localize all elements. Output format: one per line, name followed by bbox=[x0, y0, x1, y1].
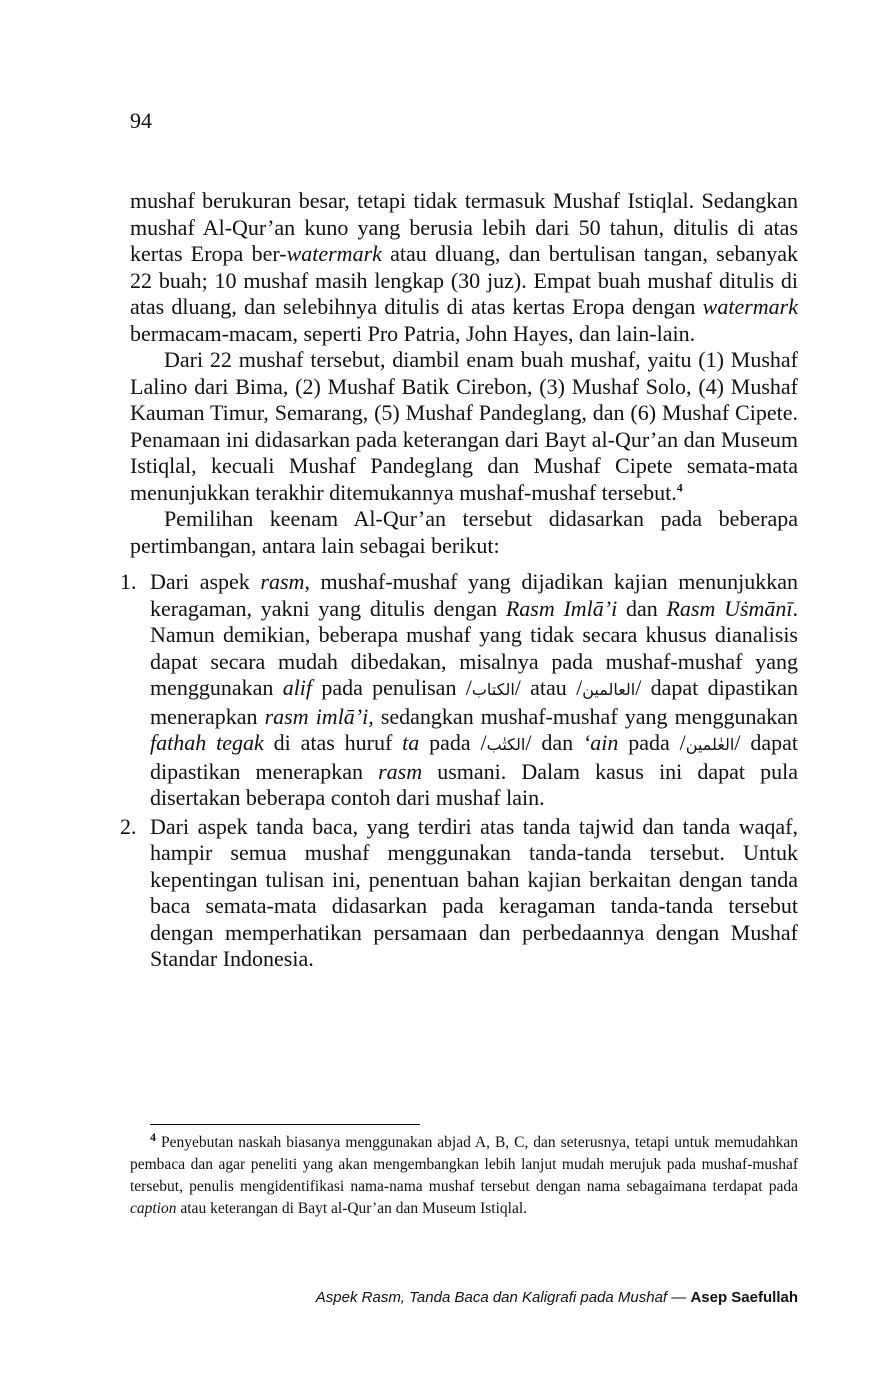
list-item-1-text: sedangkan mushaf-mushaf yang menggunakan bbox=[373, 703, 798, 729]
footnote-term-caption: caption bbox=[130, 1200, 177, 1217]
paragraph-1-part-c: bermacam-macam, seperti Pro Patria, John Hayes, dan lain-lain. bbox=[130, 320, 696, 346]
list-item-1-text: pada / bbox=[618, 730, 686, 755]
list-item-1-text: / atau / bbox=[514, 675, 583, 700]
list-item-1-text: dan bbox=[617, 595, 667, 621]
footer-separator: — bbox=[667, 1289, 691, 1306]
list-item-1-text: usmani. Dalam kasus ini dapat pula disertakan beberapa contoh dari mushaf lain. bbox=[150, 758, 798, 810]
term-rasm-2: rasm bbox=[378, 758, 423, 784]
term-alif: alif bbox=[282, 675, 313, 700]
list-item-1-number: 1. bbox=[120, 569, 137, 594]
list-item-1-text: / dan bbox=[525, 730, 583, 755]
list-item-1-text: pada / bbox=[419, 730, 487, 755]
term-rasm-usmani: Rasm Uṡmānī bbox=[666, 595, 793, 621]
footnote-4 bbox=[130, 1129, 798, 1220]
paragraph-2 bbox=[130, 347, 798, 506]
paragraph-1-part-b: atau dluang, dan bertulisan tangan, sebanyak 22 buah; 10 mushaf masih lengkap (30 juz). Empat buah mushaf ditulis di atas dluang, dan selebihnya ditulis di atas kertas Eropa dengan bbox=[130, 241, 798, 319]
footnote-text-end: atau keterangan di Bayt al-Qur’an dan Museum Istiqlal. bbox=[176, 1200, 528, 1217]
list-item-2-text: Dari aspek tanda baca, yang terdiri atas tanda tajwid dan tanda waqaf, hampir semua mushaf menggunakan tanda-tanda tersebut. Untuk kepentingan tulisan ini, penentuan bahan kajian berkaitan dengan tanda baca semata-mata didasarkan pada keragaman tanda-tanda tersebut dengan memperhatikan persamaan dan perbedaannya dengan Mushaf Standar Indonesia. bbox=[150, 813, 798, 971]
list-item-2 bbox=[120, 813, 798, 973]
paragraph-1 bbox=[130, 188, 798, 347]
list-item-1-text: . Namun demikian, beberapa mushaf yang tidak secara khusus dianalisis dapat secara mudah dibedakan, misalnya pada mushaf-mushaf yang menggunakan bbox=[150, 595, 799, 700]
list-item-1-text: Dari aspek bbox=[150, 569, 261, 594]
term-rasm: rasm bbox=[260, 569, 305, 594]
paragraph-1-watermark-term-2: watermark bbox=[702, 294, 798, 319]
list-item-1-text: , mushaf-mushaf yang dijadikan kajian menunjukkan keragaman, yakni yang ditulis dengan bbox=[150, 569, 799, 621]
footer-author: Asep Saefullah bbox=[690, 1289, 798, 1306]
list-item-1-text: / dapat dipastikan menerapkan bbox=[150, 675, 798, 729]
arabic-word-al-kitab-fathah: الكتٰب bbox=[486, 735, 526, 754]
page-number: 94 bbox=[130, 108, 152, 133]
footnote-text: Penyebutan naskah biasanya menggunakan abjad A, B, C, dan seterusnya, tetapi untuk memudahkan pembaca dan agar peneliti yang akan mengembangkan lebih lanjut mudah merujuk pada mushaf-mushaf tersebut, penulis mengidentifikasi nama-nama mushaf tersebut dengan nama sebagaimana terdapat pada bbox=[130, 1134, 798, 1195]
footnote-number: 4 bbox=[150, 1129, 156, 1144]
term-ta: ta bbox=[402, 730, 420, 755]
criteria-list bbox=[120, 569, 799, 973]
body-text bbox=[120, 188, 799, 973]
arabic-word-al-alamin: العالمين bbox=[582, 680, 636, 699]
paragraph-2-text: Dari 22 mushaf tersebut, diambil enam buah mushaf, yaitu (1) Mushaf Lalino dari Bima, (2) Mushaf Batik Cirebon, (3) Mushaf Solo, (4) Mushaf Kauman Timur, Semarang, (5) Mushaf Pandeglang, dan (6) Mushaf Cipete. Penamaan ini didasarkan pada keterangan dari Bayt al-Qur’an dan Museum Istiqlal, kecuali Mushaf Pandeglang dan Mushaf Cipete semata-mata menunjukkan terakhir ditemukannya mushaf-mushaf tersebut. bbox=[130, 347, 798, 505]
list-item-1-text: / dapat dipastikan menerapkan bbox=[150, 730, 798, 784]
paragraph-3: Pemilihan keenam Al-Qur’an tersebut didasarkan pada beberapa pertimbangan, antara lain sebagai berikut: bbox=[130, 506, 798, 558]
footnote-reference-4[interactable]: 4 bbox=[676, 480, 683, 495]
list-item-1 bbox=[120, 569, 799, 812]
running-title: Aspek Rasm, Tanda Baca dan Kaligrafi pada Mushaf bbox=[315, 1289, 668, 1306]
footnote-divider bbox=[150, 1124, 420, 1125]
term-rasm-imla: rasm imlā’i, bbox=[264, 703, 374, 729]
running-footer bbox=[316, 1288, 798, 1308]
paragraph-1-watermark-term: watermark bbox=[286, 241, 382, 266]
arabic-word-al-kitab: الكتاب bbox=[471, 680, 515, 699]
paragraph-1-part-a: mushaf berukuran besar, tetapi tidak termasuk Mushaf Istiqlal. Sedangkan mushaf Al-Qur’an kuno yang berusia lebih dari 50 tahun, ditulis di atas kertas Eropa ber- bbox=[130, 188, 798, 266]
term-fathah-tegak: fathah tegak bbox=[150, 730, 264, 755]
list-item-1-text: pada penulisan / bbox=[312, 675, 472, 700]
term-ain: ‘ain bbox=[582, 730, 619, 755]
list-item-2-number: 2. bbox=[120, 813, 137, 839]
list-item-1-text: di atas huruf bbox=[263, 730, 403, 755]
arabic-word-al-alamin-fathah: العٰلمين bbox=[685, 735, 735, 754]
term-rasm-imlai: Rasm Imlā’i bbox=[505, 595, 618, 621]
